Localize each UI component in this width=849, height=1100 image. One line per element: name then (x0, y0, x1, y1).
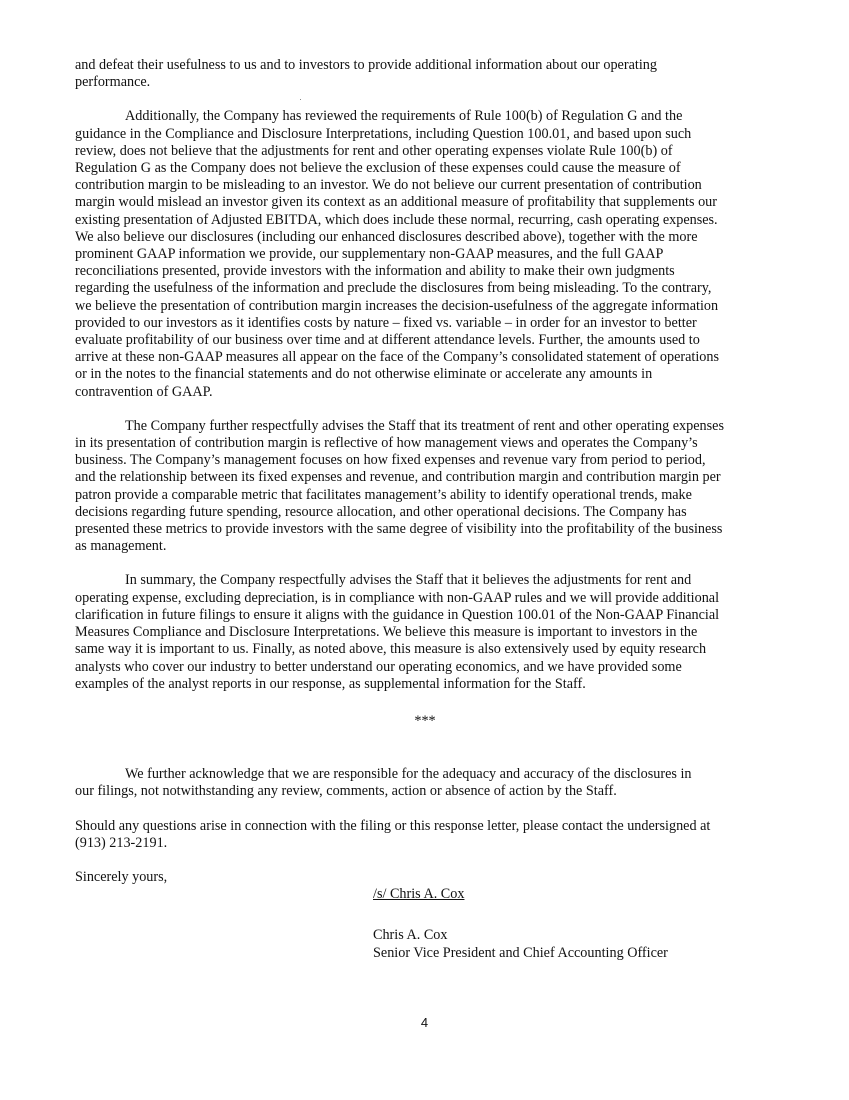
paragraph-regulation-g: Additionally, the Company has reviewed the requirements of Rule 100(b) of Regulation G and the guidance in the Compliance and Disclosure Interpretations, including Question 100.01, and based upon such review, does not believe that the adjustments for rent and other operating expenses violate Rule 100(b) of Regulation G as the Company does not believe the exclusion of these expenses could cause the measure of contribution margin to be misleading to an investor. We do not believe our current presentation of contribution margin would mislead an investor given its context as an additional measure of profitability that supplements our existing presentation of Adjusted EBITDA, which does include these normal, recurring, cash operating expenses. We also believe our disclosures (including our enhanced disclosures described above), together with the more prominent GAAP information we provide, our supplementary non-GAAP measures, and the full GAAP reconciliations presented, provide investors with the information and ability to make their own judgments regarding the usefulness of the information and preclude the disclosures from being misleading. To the contrary, we believe the presentation of contribution margin increases the decision-usefulness of the aggregate information provided to our investors as it identifies costs by nature – fixed vs. variable – in order for an investor to better evaluate profitability of our business over time and at different attendance levels. Further, the amounts used to arrive at these non-GAAP measures all appear on the face of the Company’s consolidated statement of operations or in the notes to the financial statements and do not otherwise eliminate or accelerate any amounts in contravention of GAAP. (75, 108, 720, 400)
letter-body (75, 57, 775, 962)
paragraph-management-view: The Company further respectfully advises the Staff that its treatment of rent and other operating expenses in its presentation of contribution margin is reflective of how management views and operates the Company’s business. The Company’s management focuses on how fixed expenses and revenue vary from period to period, and the relationship between its fixed expenses and revenue, and contribution margin and contribution margin per patron provide a comparable metric that facilitates management’s ability to identify operational trends, make decisions regarding future spending, resource allocation, and other operational decisions. The Company has presented these metrics to provide investors with the same degree of visibility into the profitability of the business as management. (75, 417, 724, 555)
page-number: 4 (420, 1015, 429, 1030)
signer-title: Senior Vice President and Chief Accounting Officer (373, 944, 668, 961)
signature-line: /s/ Chris A. Cox (373, 886, 465, 903)
closing-salutation: Sincerely yours, (75, 868, 168, 885)
paragraph-continuation: and defeat their usefulness to us and to investors to provide additional information about our operating performance. (75, 57, 657, 91)
signature-block (75, 886, 775, 962)
signer-name: Chris A. Cox (373, 927, 448, 944)
paragraph-contact: Should any questions arise in connection with the filing or this response letter, please contact the undersigned at (913) 213-2191. (75, 817, 711, 851)
paragraph-summary: In summary, the Company respectfully advises the Staff that it believes the adjustments for rent and operating expense, excluding depreciation, is in compliance with non-GAAP rules and we will provide additional clarification in future filings to ensure it aligns with the guidance in Question 100.01 of the Non-GAAP Financial Measures Compliance and Disclosure Interpretations. We believe this measure is important to investors in the same way it is important to us. Finally, as noted above, this measure is also extensively used by equity research analysts who cover our industry to better understand our operating economics, and we have provided some examples of the analyst reports in our response, as supplemental information for the Staff. (75, 572, 720, 692)
section-separator: *** (414, 712, 436, 729)
paragraph-acknowledgement: We further acknowledge that we are responsible for the adequacy and accuracy of the disclosures in our filings, not notwithstanding any review, comments, action or absence of action by the Staff. (75, 766, 692, 800)
